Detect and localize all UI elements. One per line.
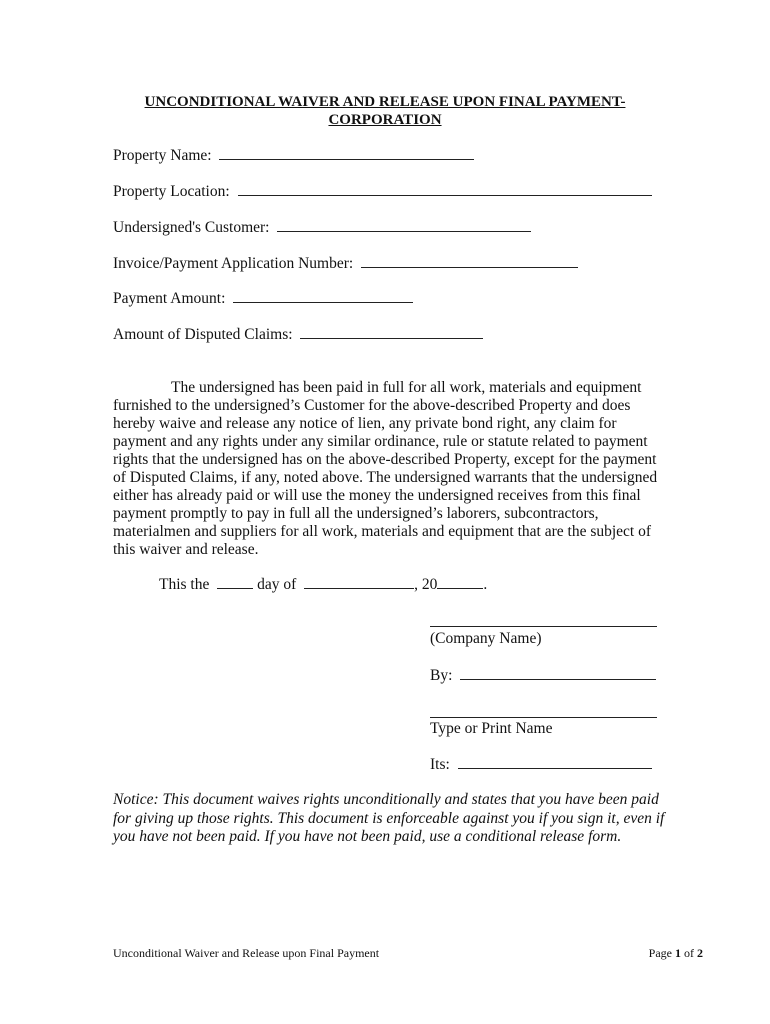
date-this-the-label: This the <box>159 576 210 593</box>
date-period: . <box>483 576 488 593</box>
disputed-claims-label: Amount of Disputed Claims: <box>113 326 293 343</box>
disputed-claims-blank[interactable] <box>300 326 483 339</box>
its-field <box>430 756 652 774</box>
page-of: of <box>681 946 697 960</box>
property-name-blank[interactable] <box>219 147 474 160</box>
property-location-label: Property Location: <box>113 183 230 200</box>
invoice-blank[interactable] <box>361 255 578 268</box>
payment-amount-blank[interactable] <box>233 290 413 303</box>
company-name-signature-line[interactable] <box>430 626 657 627</box>
body-line: materialmen and suppliers for all work, materials and equipment that are the subject of <box>113 523 652 540</box>
customer-label: Undersigned's Customer: <box>113 219 270 236</box>
body-line: this waiver and release. <box>113 541 259 558</box>
property-location-blank[interactable] <box>238 183 652 196</box>
body-line: furnished to the undersigned’s Customer for the above-described Property and does <box>113 397 631 414</box>
document-title-line-1: UNCONDITIONAL WAIVER AND RELEASE UPON FINAL PAYMENT- <box>144 94 626 110</box>
customer-field <box>113 219 531 237</box>
body-line: rights that the undersigned has on the above-described Property, except for the payment <box>113 451 657 468</box>
customer-blank[interactable] <box>277 219 531 232</box>
notice-line: for giving up those rights. This document is enforceable against you if you sign it, even if <box>113 809 665 827</box>
page-prefix: Page <box>648 946 675 960</box>
property-location-field <box>113 183 652 201</box>
type-or-print-name-label: Type or Print Name <box>430 720 553 737</box>
invoice-field <box>113 255 578 273</box>
date-year-prefix: , 20 <box>414 576 438 593</box>
date-line <box>159 576 487 594</box>
by-label: By: <box>430 667 453 684</box>
footer-document-name: Unconditional Waiver and Release upon Final Payment <box>113 946 380 960</box>
property-name-field <box>113 147 474 165</box>
payment-amount-field <box>113 290 413 308</box>
date-year-blank[interactable] <box>437 576 483 589</box>
date-day-of-label: day of <box>257 576 297 593</box>
body-line: payment promptly to pay in full all the undersigned’s laborers, subcontractors, <box>113 505 599 522</box>
page-current: 1 <box>675 946 681 960</box>
notice-paragraph <box>113 791 673 847</box>
date-day-blank[interactable] <box>217 576 253 589</box>
notice-line: you have not been paid. If you have not been paid, use a conditional release form. <box>113 828 622 845</box>
its-blank[interactable] <box>458 756 652 769</box>
print-name-signature-line[interactable] <box>430 717 657 718</box>
body-line: either has already paid or will use the money the undersigned receives from this final <box>113 487 641 504</box>
disputed-claims-field <box>113 326 483 344</box>
property-name-label: Property Name: <box>113 147 212 164</box>
by-blank[interactable] <box>460 667 656 680</box>
date-month-blank[interactable] <box>304 576 414 589</box>
notice-line: Notice: This document waives rights unconditionally and states that you have been paid <box>113 791 659 808</box>
body-line: The undersigned has been paid in full for all work, materials and equipment <box>171 379 642 396</box>
document-title-line-2: CORPORATION <box>328 112 442 128</box>
body-line: hereby waive and release any notice of lien, any private bond right, any claim for <box>113 415 617 432</box>
by-field <box>430 667 656 685</box>
page-total: 2 <box>697 946 703 960</box>
payment-amount-label: Payment Amount: <box>113 290 226 307</box>
body-line: payment and any rights under any similar ordinance, rule or statute related to payment <box>113 433 648 450</box>
waiver-body-paragraph <box>113 379 673 559</box>
company-name-label: (Company Name) <box>430 630 542 647</box>
footer-page-number <box>649 946 703 961</box>
its-label: Its: <box>430 756 450 773</box>
invoice-label: Invoice/Payment Application Number: <box>113 255 354 272</box>
body-line: of Disputed Claims, if any, noted above. The undersigned warrants that the undersigned <box>113 469 658 486</box>
